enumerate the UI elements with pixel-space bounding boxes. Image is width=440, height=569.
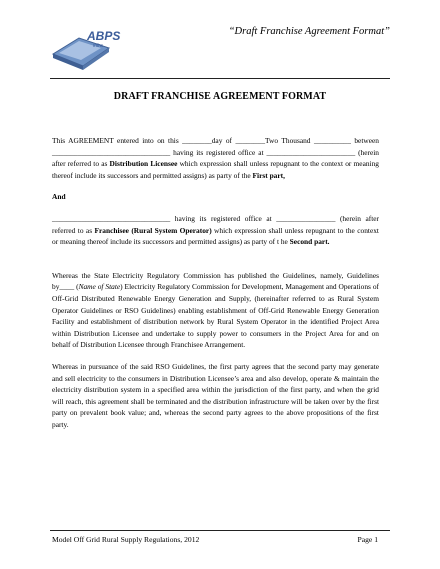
document-title: DRAFT FRANCHISE AGREEMENT FORMAT <box>113 91 327 102</box>
company-logo <box>49 26 121 70</box>
footer-regulation-title: Model Off Grid Rural Supply Regulations, 2012 <box>52 535 200 544</box>
logo-text: ABPS <box>87 29 121 43</box>
footer-divider <box>50 530 390 531</box>
header-divider <box>50 78 390 79</box>
agreement-paragraph-second-party: ________________________________ having its registered office at ________________ (herein after referred to as Franchisee (Rural System Operator) which expression shall unless repugnant to the context or meaning thereof include its successors and permitted assigns) as party of t he Second part. <box>52 213 379 247</box>
and-label: And <box>52 192 66 202</box>
whereas-paragraph-rso: Whereas in pursuance of the said RSO Guidelines, the first party agrees that the second party may generate and sell electricity to the consumers in Distribution Licensee’s area and also develop, operate & maintain the electricity distribution system in a specified area within the jurisdiction of the first party, and when the grid will reach, this agreement shall be terminated and the distribution infrastructure will be taken over by the first party on prevalent book value; and, whereas the second party agrees to the above propositions of the first party. <box>52 361 379 429</box>
header-title: “Draft Franchise Agreement Format” <box>228 26 390 37</box>
whereas-paragraph-guidelines: Whereas the State Electricity Regulatory Commission has published the Guidelines, namely, Guidelines by____ (Name of State) Electricity Regulatory Commission for Development, Management and Operations of Off-Grid Distributed Renewable Energy Generation and Supply, (hereinafter referred to as Rural System Operator Guidelines or RSO Guidelines) enabling establishment of Off-Grid Renewable Energy Generation Facility and establishment of distribution network by Rural System Operator in the identified Project Area within Distribution Licensee and undertake to supply power to consumers in the Project Area for and on behalf of Distribution Licensee through Franchisee Arrangement. <box>52 270 380 350</box>
document-body <box>52 135 379 430</box>
svg-text:infra: infra <box>93 43 103 49</box>
page-number: Page 1 <box>357 535 378 544</box>
agreement-paragraph-first-party: This AGREEMENT entered into on this ________day of ________Two Thousand __________ between ________________________________ having its registered office at ________________________ (herein after referred to as Distribution Licensee which expression shall unless repugnant to the context or meaning thereof include its successors and permitted assigns) as party of the First part, <box>52 136 379 180</box>
